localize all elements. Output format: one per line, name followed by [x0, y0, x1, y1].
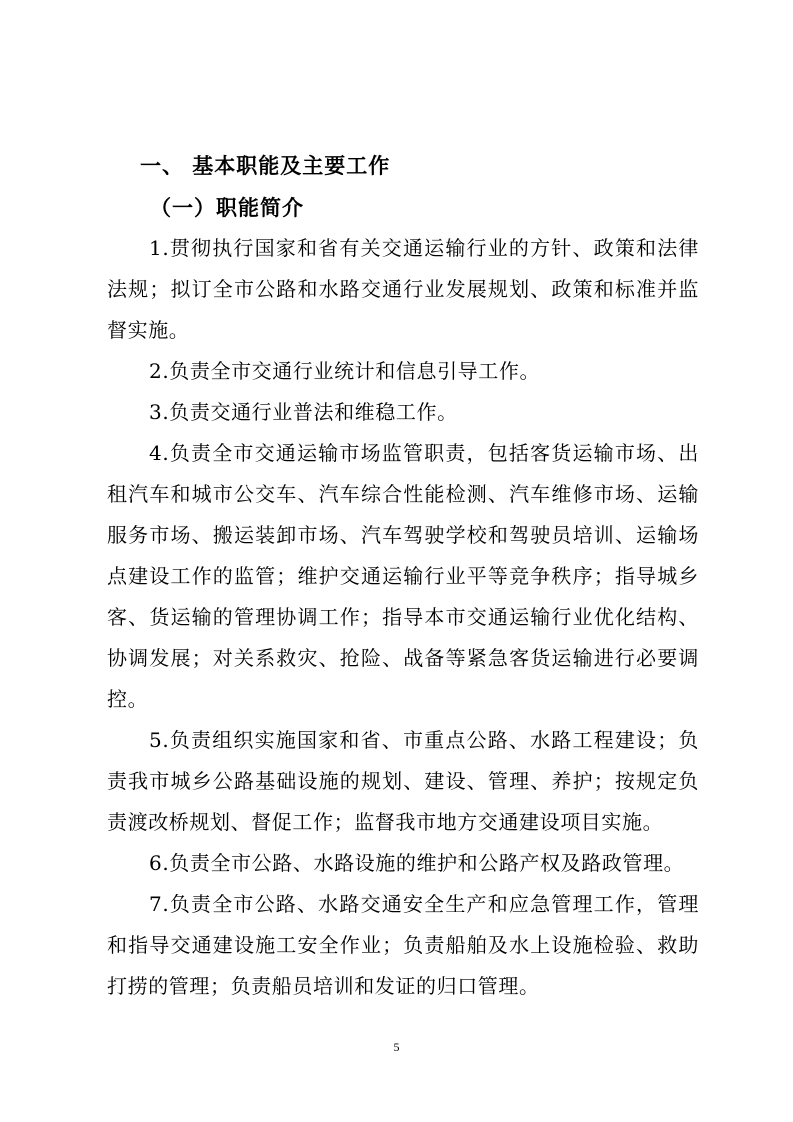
paragraph-5: 5.负责组织实施国家和省、市重点公路、水路工程建设；负责我市城乡公路基础设施的规划、建设、管理、养护；按规定负责渡改桥规划、督促工作；监督我市地方交通建设项目实施。 — [107, 728, 699, 834]
paragraph-4: 4.负责全市交通运输市场监管职责，包括客货运输市场、出租汽车和城市公交车、汽车综合性能检测、汽车维修市场、运输服务市场、搬运装卸市场、汽车驾驶学校和驾驶员培训、运输场点建设工作的监管；维护交通运输行业平等竞争秩序；指导城乡客、货运输的管理协调工作；指导本市交通运输行业优化结构、协调发展；对关系救灾、抢险、战备等紧急客货运输进行必要调控。 — [107, 441, 699, 711]
body-text — [107, 228, 699, 1007]
paragraph-6: 6.负责全市公路、水路设施的维护和公路产权及路政管理。 — [149, 851, 685, 875]
subsection-heading: （一）职能简介 — [150, 196, 304, 220]
paragraph-7: 7.负责全市公路、水路交通安全生产和应急管理工作，管理和指导交通建设施工安全作业；负责船舶及水上设施检验、救助打捞的管理；负责船员培训和发证的归口管理。 — [107, 892, 699, 998]
paragraph-1: 1.贯彻执行国家和省有关交通运输行业的方针、政策和法律法规；拟订全市公路和水路交通行业发展规划、政策和标准并监督实施。 — [107, 236, 699, 342]
paragraph-2: 2.负责全市交通行业统计和信息引导工作。 — [149, 359, 541, 383]
paragraph-3: 3.负责交通行业普法和维稳工作。 — [149, 400, 458, 424]
section-heading: 一、 基本职能及主要工作 — [140, 154, 391, 178]
page-number: 5 — [393, 1040, 400, 1054]
